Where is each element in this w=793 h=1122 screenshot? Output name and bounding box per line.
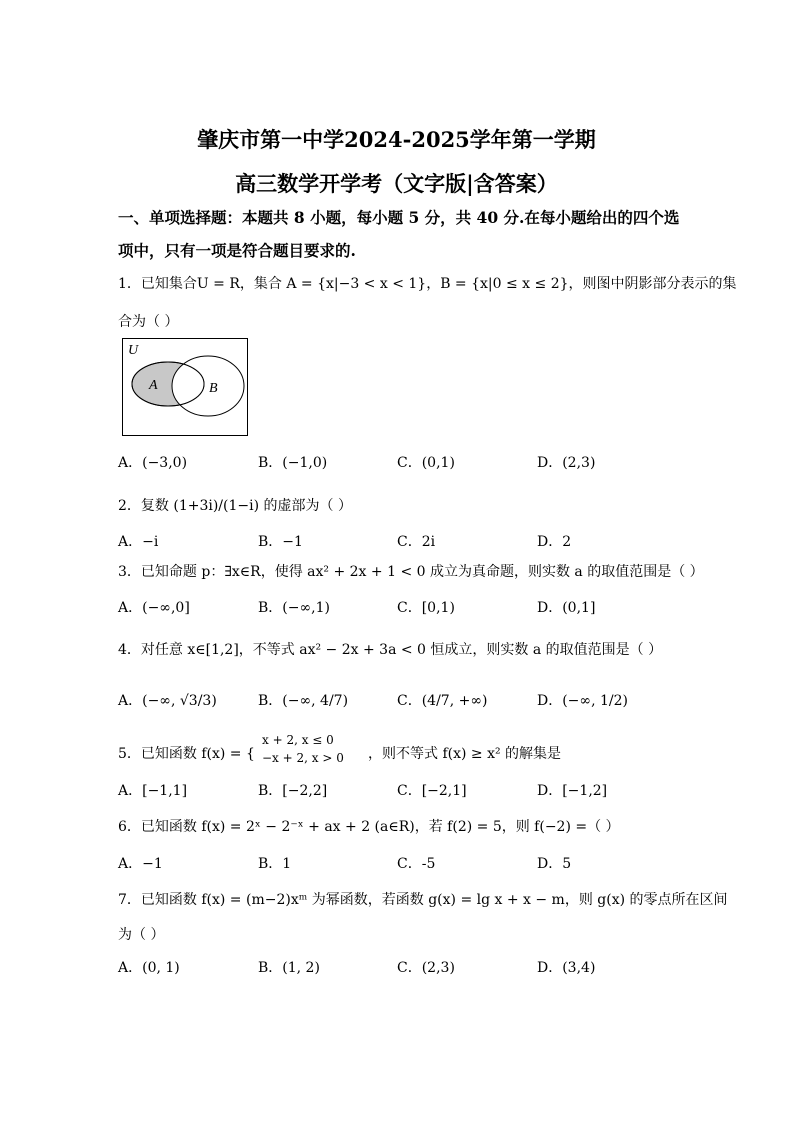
q5-option-c: C．[−2,1] — [397, 783, 467, 799]
question-5-case-2: −x + 2, x > 0 — [262, 751, 344, 765]
q6-option-c: C．-5 — [397, 856, 436, 872]
q5-option-d: D．[−1,2] — [537, 783, 608, 799]
q1-option-c: C．(0,1) — [397, 455, 455, 471]
q2-option-b: B．−1 — [258, 534, 303, 550]
question-4-stem: 4．对任意 x∈[1,2]，不等式 ax² − 2x + 3a < 0 恒成立，则实数 a 的取值范围是（ ） — [118, 642, 663, 658]
universe-label: U — [128, 343, 139, 358]
q1-option-a: A．(−3,0) — [118, 455, 188, 471]
question-5-stem-start: 5．已知函数 f(x) = { — [118, 746, 255, 762]
question-1-stem-cont: 合为（ ） — [118, 314, 179, 330]
q3-option-d: D．(0,1] — [537, 600, 596, 616]
question-5-case-1: x + 2, x ≤ 0 — [262, 733, 334, 747]
q7-option-b: B．(1, 2) — [258, 960, 320, 976]
q4-option-a: A．(−∞, √3/3) — [118, 693, 217, 709]
q2-option-d: D．2 — [537, 534, 572, 550]
q6-option-a: A．−1 — [118, 856, 163, 872]
q5-option-a: A．[−1,1] — [118, 783, 188, 799]
section-header-line1: 一、单项选择题：本题共 8 小题，每小题 5 分，共 40 分.在每小题给出的四个选 — [118, 208, 680, 227]
q7-option-c: C．(2,3) — [397, 960, 455, 976]
q3-option-b: B．(−∞,1) — [258, 600, 330, 616]
q1-option-d: D．(2,3) — [537, 455, 596, 471]
question-3-stem: 3．已知命题 p：∃x∈R，使得 ax² + 2x + 1 < 0 成立为真命题，则实数 a 的取值范围是（ ） — [118, 564, 704, 580]
q6-option-b: B．1 — [258, 856, 292, 872]
q4-option-d: D．(−∞, 1/2) — [537, 693, 628, 709]
question-5-stem-end: ，则不等式 f(x) ≥ x² 的解集是 — [368, 746, 562, 762]
q3-option-a: A．(−∞,0] — [118, 600, 190, 616]
q1-option-b: B．(−1,0) — [258, 455, 328, 471]
q7-option-a: A．(0, 1) — [118, 960, 180, 976]
q2-option-c: C．2i — [397, 534, 436, 550]
section-header-line2: 项中，只有一项是符合题目要求的. — [118, 241, 356, 260]
set-a-label: A — [149, 378, 158, 393]
q5-option-b: B．[−2,2] — [258, 783, 328, 799]
q4-option-b: B．(−∞, 4/7) — [258, 693, 349, 709]
q2-option-a: A．−i — [118, 534, 159, 550]
q6-option-d: D．5 — [537, 856, 572, 872]
question-1-stem: 1．已知集合U = R，集合 A = {x|−3 < x < 1}，B = {x|0 ≤ x ≤ 2}，则图中阴影部分表示的集 — [118, 276, 737, 292]
q4-option-c: C．(4/7, +∞) — [397, 693, 488, 709]
q7-option-d: D．(3,4) — [537, 960, 596, 976]
venn-diagram — [122, 338, 248, 436]
question-7-stem-cont: 为（ ） — [118, 927, 165, 943]
question-2-stem: 2．复数 (1+3i)/(1−i) 的虚部为（ ） — [118, 498, 352, 514]
page-subtitle: 高三数学开学考（文字版|含答案） — [235, 171, 558, 196]
q3-option-c: C．[0,1) — [397, 600, 455, 616]
page-title: 肇庆市第一中学2024-2025学年第一学期 — [197, 127, 596, 152]
set-b-label: B — [209, 381, 218, 396]
question-7-stem: 7．已知函数 f(x) = (m−2)xᵐ 为幂函数，若函数 g(x) = lg x + x − m，则 g(x) 的零点所在区间 — [118, 892, 728, 908]
question-6-stem: 6．已知函数 f(x) = 2ˣ − 2⁻ˣ + ax + 2 (a∈R)，若 f(2) = 5，则 f(−2) =（ ） — [118, 819, 620, 835]
